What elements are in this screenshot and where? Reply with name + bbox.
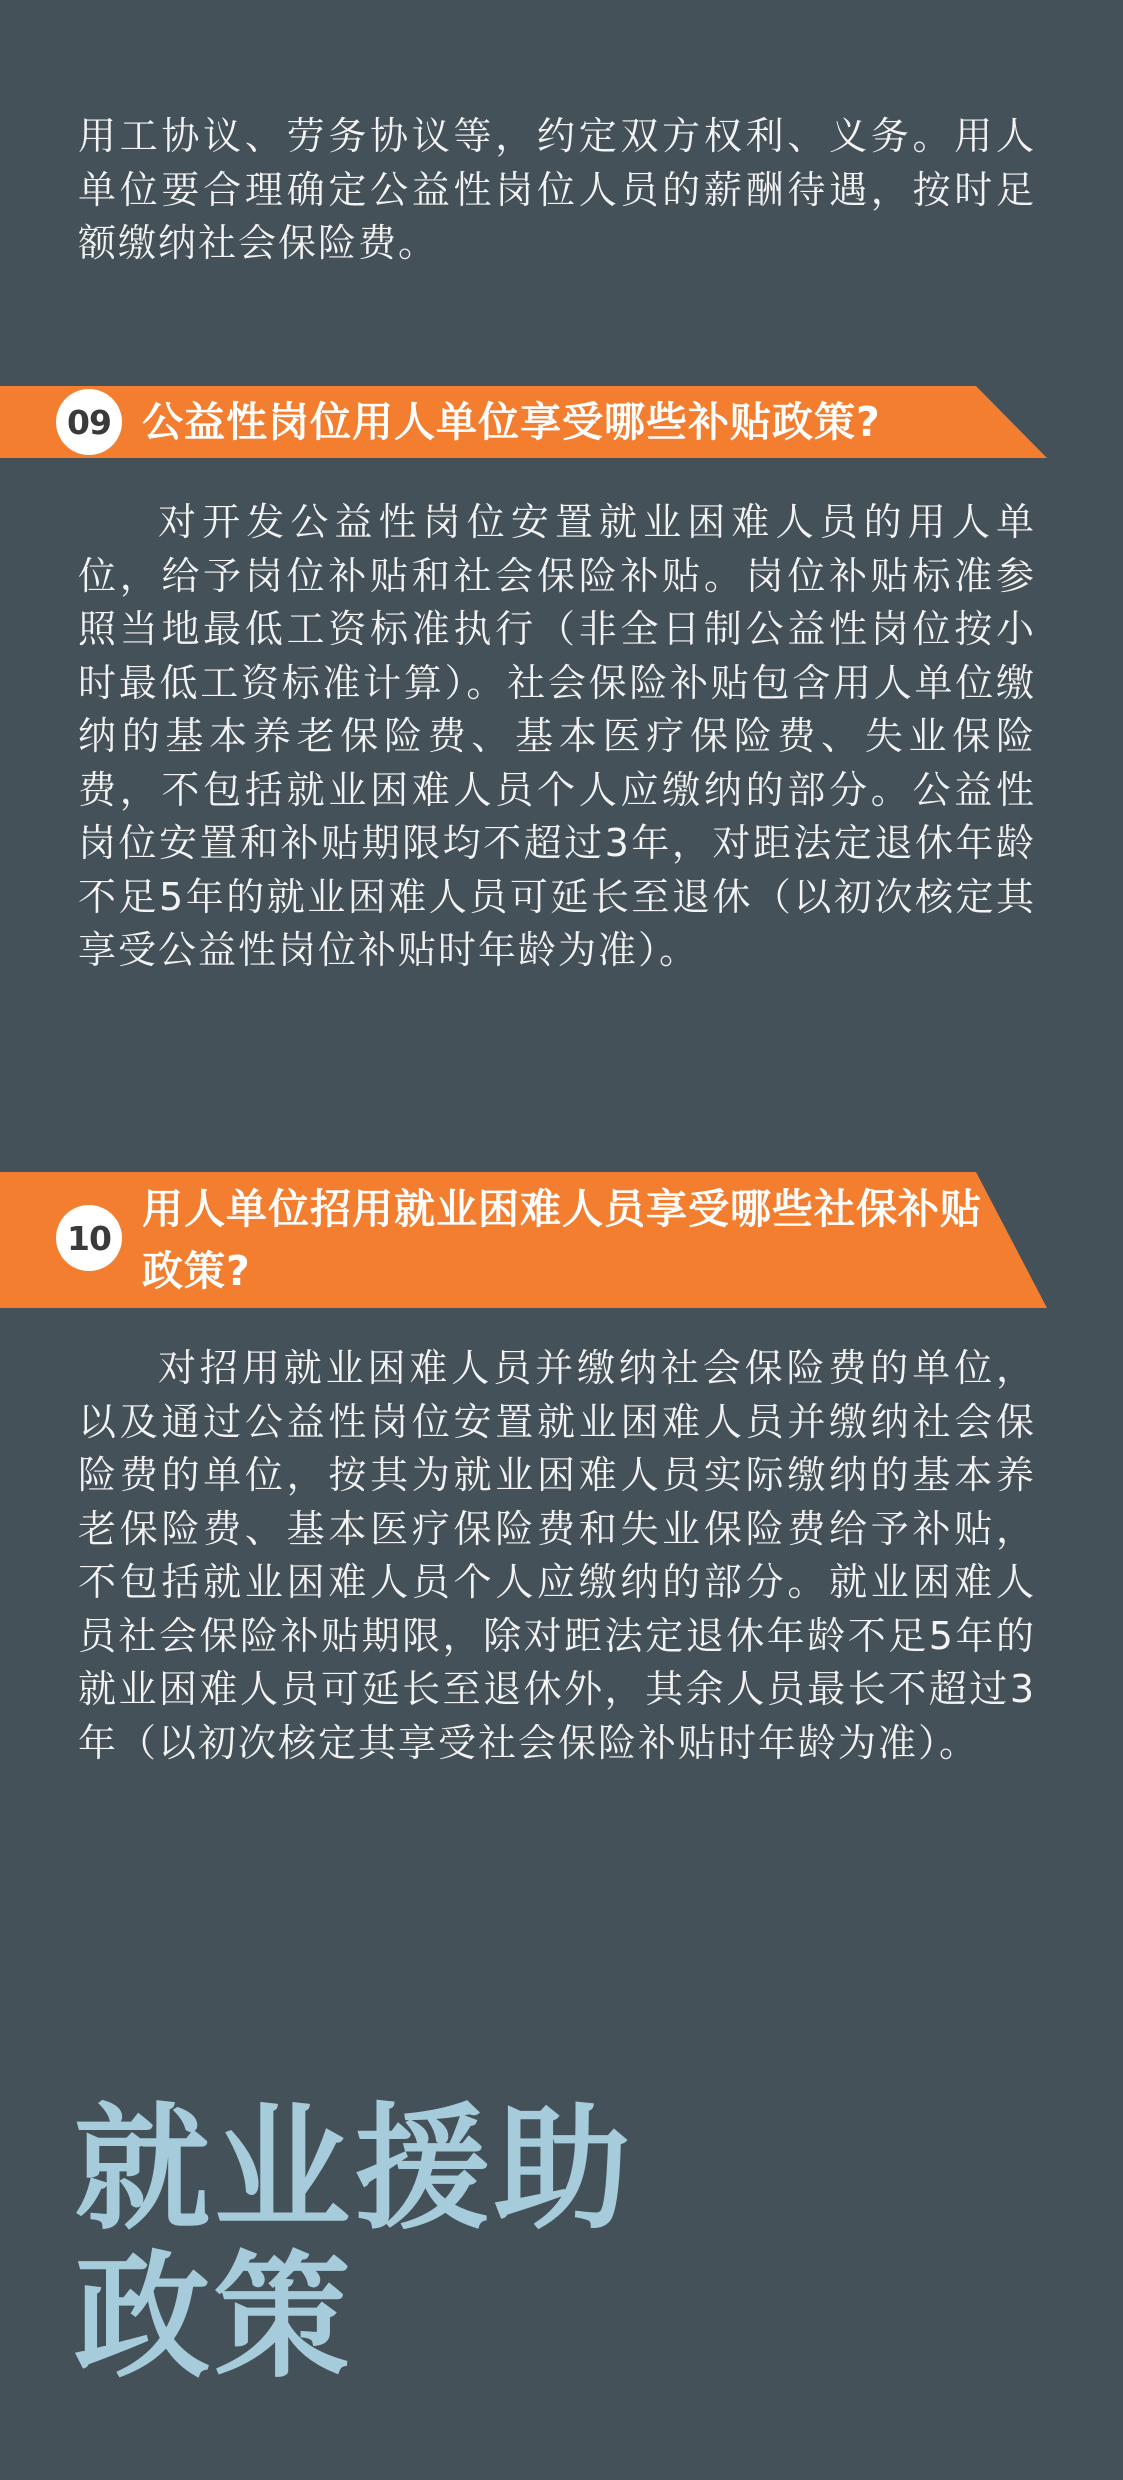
intro-paragraph: 用工协议、劳务协议等，约定双方权利、义务。用人单位要合理确定公益性岗位人员的薪酬待遇，按时足额缴纳社会保险费。	[78, 114, 1036, 265]
section-10-number-badge: 10	[56, 1205, 122, 1271]
footer-title	[74, 2089, 634, 2397]
section-09-number-badge: 09	[56, 389, 122, 455]
footer-title-line1: 就业援助	[74, 2089, 634, 2249]
section-10-title: 用人单位招用就业困难人员享受哪些社保补贴政策?	[142, 1185, 982, 1295]
footer-title-line2: 政策	[74, 2237, 354, 2397]
section-09-body: 对开发公益性岗位安置就业困难人员的用人单位，给予岗位补贴和社会保险补贴。岗位补贴标准参照当地最低工资标准执行（非全日制公益性岗位按小时最低工资标准计算）。社会保险补贴包含用人单位缴纳的基本养老保险费、基本医疗保险费、失业保险费，不包括就业困难人员个人应缴纳的部分。公益性岗位安置和补贴期限均不超过3年，对距法定退休年龄不足5年的就业困难人员可延长至退休（以初次核定其享受公益性岗位补贴时年龄为准）。	[78, 500, 1036, 972]
section-10-body: 对招用就业困难人员并缴纳社会保险费的单位，以及通过公益性岗位安置就业困难人员并缴纳社会保险费的单位，按其为就业困难人员实际缴纳的基本养老保险费、基本医疗保险费和失业保险费给予补贴，不包括就业困难人员个人应缴纳的部分。就业困难人员社会保险补贴期限，除对距法定退休年龄不足5年的就业困难人员可延长至退休外，其余人员最长不超过3年（以初次核定其享受社会保险补贴时年龄为准）。	[78, 1346, 1036, 1765]
section-09-title: 公益性岗位用人单位享受哪些补贴政策?	[142, 398, 881, 446]
